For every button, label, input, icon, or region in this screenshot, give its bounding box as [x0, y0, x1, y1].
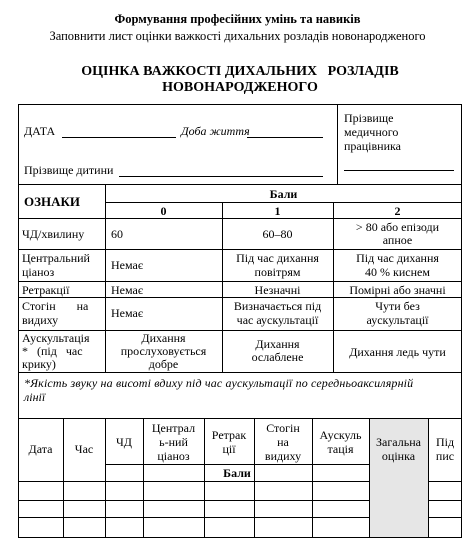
col-signature-line-2: пис [435, 449, 455, 463]
col-cyanosis-line-3: ціаноз [157, 449, 190, 463]
col-total-score-line-1: Загальна [376, 435, 421, 449]
col-retractions-line-2: ції [222, 442, 236, 456]
retractions-score-2: Помірні або значні [349, 283, 446, 297]
col-grunting-line-3: видиху [264, 449, 302, 463]
section-heading: Формування професійних умінь та навиків [114, 12, 361, 26]
cyanosis-score-1-line-1: Під час дихання [236, 251, 319, 265]
retractions-score-0: Немає [111, 283, 143, 297]
retractions-score-1: Незначні [254, 283, 301, 297]
auscultation-score-1-line-2: ослаблене [251, 350, 304, 364]
signs-header: ОЗНАКИ [24, 194, 81, 209]
sign-auscultation-line-3: крику) [22, 357, 56, 371]
sign-grunting-line-2: видиху [22, 313, 59, 327]
sign-auscultation-line-1: Аускультація [22, 331, 90, 345]
sign-respiratory-rate: ЧД/хвилину [22, 227, 85, 241]
col-auscultation-line-2: тація [327, 442, 354, 456]
worker-name-field[interactable] [344, 170, 454, 171]
sign-central-cyanosis-line-2: ціаноз [22, 265, 55, 279]
rule [337, 104, 338, 184]
col-auscultation-line-1: Аускуль [319, 428, 362, 442]
form-title-line-2: НОВОНАРОДЖЕНОГО [162, 80, 318, 95]
grunting-score-1-line-2: час аускультації [236, 313, 319, 327]
grunting-score-0: Немає [111, 306, 143, 320]
day-of-life-field[interactable] [247, 137, 323, 138]
grunting-score-2-line-1: Чути без [375, 299, 420, 313]
worker-name-label-1: Прізвище [344, 111, 394, 125]
col-points-header: Бали [223, 466, 251, 480]
footnote-line-1: *Якість звуку на висоті вдиху під час аускультації по середньоаксилярній [24, 376, 414, 390]
grunting-score-2-line-2: аускультації [366, 313, 429, 327]
col-time: Час [74, 442, 94, 456]
score-2-header: 2 [394, 204, 401, 218]
rule [105, 202, 462, 203]
col-respiratory-rate: ЧД [116, 435, 132, 449]
cyanosis-score-2-line-2: 40 % киснем [365, 265, 430, 279]
date-field[interactable] [62, 137, 176, 138]
auscultation-score-0-line-3: добре [148, 357, 179, 371]
child-name-label: Прізвище дитини [24, 163, 114, 177]
child-name-field[interactable] [119, 176, 323, 177]
footnote-line-2: лінії [24, 390, 46, 404]
rr-score-1: 60–80 [262, 227, 293, 241]
task-instruction: Заповнити лист оцінки важкості дихальних розладів новонародженого [49, 29, 426, 43]
sign-auscultation-line-2: * (під час [22, 344, 83, 358]
rule [18, 297, 462, 298]
cyanosis-score-0: Немає [111, 258, 143, 272]
col-cyanosis-line-2: ь-ний [159, 435, 188, 449]
auscultation-score-0-line-1: Дихання [141, 331, 186, 345]
cyanosis-score-2-line-1: Під час дихання [356, 251, 439, 265]
score-1-header: 1 [274, 204, 281, 218]
rr-score-2-line-1: > 80 або епізоди [355, 220, 440, 234]
col-grunting-line-1: Стогін [266, 421, 300, 435]
day-of-life-label: Доба життя [181, 124, 250, 138]
col-total-score-line-2: оцінка [381, 449, 416, 463]
grunting-score-1-line-1: Визначається під [233, 299, 322, 313]
auscultation-score-0-line-2: прослуховується [120, 344, 207, 358]
col-retractions-line-1: Ретрак [211, 428, 247, 442]
auscultation-score-2: Дихання ледь чути [349, 345, 446, 359]
rr-score-0: 60 [111, 227, 123, 241]
worker-name-label-3: працівника [344, 139, 401, 153]
sign-central-cyanosis-line-1: Центральний [22, 251, 90, 265]
col-date: Дата [28, 442, 53, 456]
rule [105, 464, 369, 465]
rule [18, 372, 462, 373]
col-grunting-line-2: на [277, 435, 289, 449]
auscultation-score-1-line-1: Дихання [255, 337, 300, 351]
rule [18, 281, 462, 282]
score-0-header: 0 [160, 204, 167, 218]
col-cyanosis-line-1: Централ [151, 421, 196, 435]
form-title [60, 64, 420, 96]
points-header: Бали [269, 187, 298, 201]
sign-grunting-line-1: Стогін на [22, 299, 89, 313]
worker-name-label-2: медичного [344, 125, 399, 139]
rr-score-2-line-2: апное [382, 233, 413, 247]
rule [18, 218, 462, 219]
rule [63, 418, 64, 538]
form-title-line-1: ОЦІНКА ВАЖКОСТІ ДИХАЛЬНИХ РОЗЛАДІВ [81, 64, 399, 79]
col-signature-line-1: Під [435, 435, 455, 449]
rule [18, 249, 462, 250]
rule [18, 184, 462, 185]
date-label: ДАТА [24, 124, 56, 138]
sign-retractions: Ретракції [22, 283, 70, 297]
cyanosis-score-1-line-2: повітрям [254, 265, 301, 279]
